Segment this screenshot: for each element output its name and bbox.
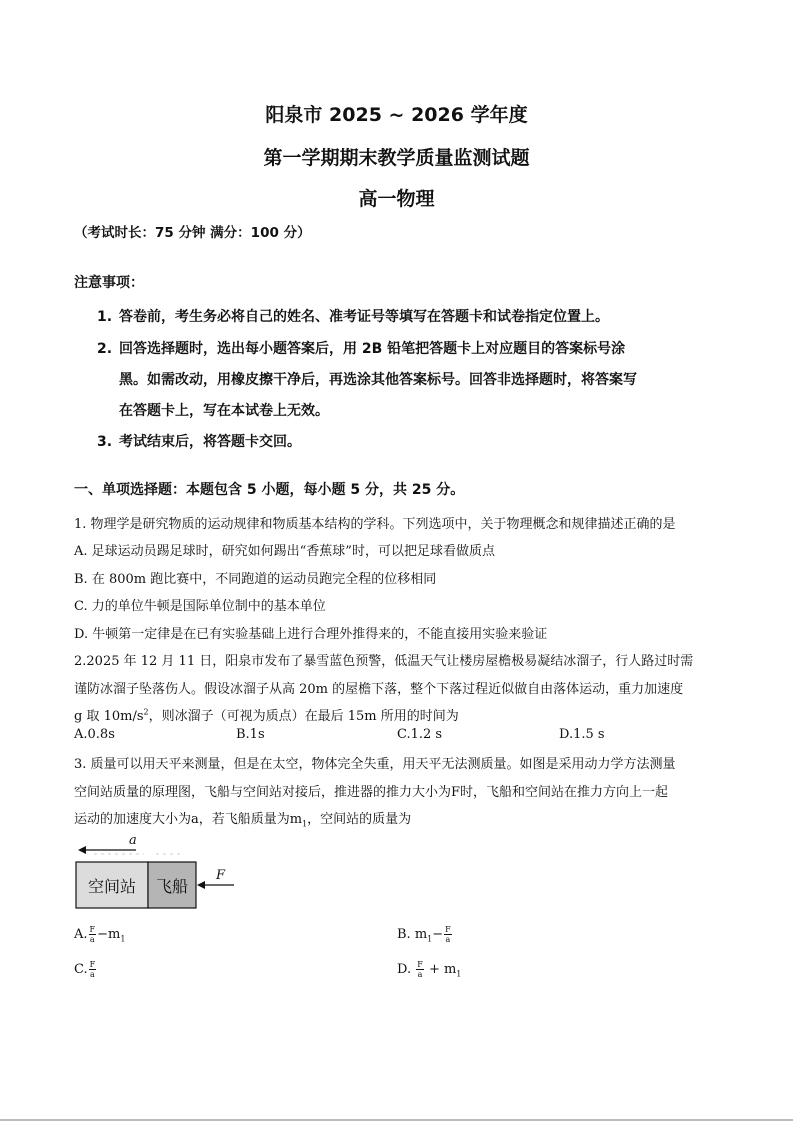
- note-text: 答卷前，考生务必将自己的姓名、准考证号等填写在答题卡和试卷指定位置上。: [119, 309, 609, 325]
- option-subscript: 1: [120, 934, 126, 944]
- question-1-option-d: D. 牛顿第一定律是在已有实验基础上进行合理外推得来的，不能直接用实验来验证: [74, 627, 548, 642]
- question-2-option-b: B.1s: [236, 727, 265, 742]
- force-arrowhead: [197, 881, 205, 889]
- q2-text: g 取 10m/s: [74, 709, 144, 724]
- note-text-cont: 黑。如需改动，用橡皮擦干净后，再选涂其他答案标号。回答非选择题时，将答案写: [119, 372, 637, 388]
- question-2-option-d: D.1.5 s: [559, 727, 605, 742]
- option-letter: D.: [397, 962, 412, 977]
- question-3-option-a: [74, 925, 125, 944]
- option-letter: C.: [74, 962, 88, 977]
- note-item: [97, 306, 609, 326]
- question-2-option-a: A.0.8s: [74, 727, 115, 742]
- numerator: F: [445, 925, 451, 934]
- page-bottom-rule: [0, 1119, 793, 1121]
- question-2-line3: [74, 705, 459, 724]
- exam-subject: 高一物理: [358, 188, 435, 210]
- note-text-cont: 在答题卡上，写在本试卷上无效。: [119, 403, 329, 419]
- option-term: m: [414, 927, 428, 942]
- question-3-option-b: [397, 925, 453, 944]
- fraction: [444, 925, 452, 944]
- question-1-stem: 1. 物理学是研究物质的运动规律和物质基本结构的学科。下列选项中，关于物理概念和规律描述正确的是: [74, 517, 676, 532]
- exam-title-line2: 第一学期期末教学质量监测试题: [263, 147, 530, 169]
- question-2-line2: 谨防冰溜子坠落伤人。假设冰溜子从高 20m 的屋檐下落，整个下落过程近似做自由落体运动，重力加速度: [74, 682, 684, 697]
- option-letter: A.: [74, 927, 88, 942]
- acceleration-label: a: [129, 833, 137, 848]
- option-term: −m: [97, 927, 121, 942]
- note-text: 回答选择题时，选出每小题答案后，用 2B 铅笔把答题卡上对应题目的答案标号涂: [119, 341, 626, 357]
- numerator: F: [89, 960, 96, 969]
- option-subscript: 1: [456, 969, 462, 979]
- question-3-option-c: [74, 960, 97, 979]
- ship-label: 飞船: [155, 877, 189, 896]
- question-3-line3: [74, 808, 411, 829]
- denominator: a: [417, 970, 423, 979]
- q3-text: ，空间站的质量为: [307, 812, 412, 827]
- station-ship-diagram: [74, 832, 244, 912]
- exam-title-line1: 阳泉市 2025 ~ 2026 学年度: [265, 104, 528, 126]
- question-1-option-a: A. 足球运动员踢足球时，研究如何踢出“香蕉球”时，可以把足球看做质点: [74, 544, 495, 559]
- question-1-option-c: C. 力的单位牛顿是国际单位制中的基本单位: [74, 599, 326, 614]
- denominator: a: [445, 935, 451, 944]
- option-term: + m: [428, 962, 457, 977]
- option-letter: B.: [397, 927, 411, 942]
- fraction: [416, 960, 424, 979]
- question-3-line1: 3. 质量可以用天平来测量，但是在太空，物体完全失重，用天平无法测质量。如图是采用动力学方法测量: [74, 757, 676, 772]
- acceleration-arrowhead: [78, 846, 86, 854]
- note-item: [97, 338, 625, 358]
- note-number: 3.: [97, 434, 113, 450]
- q3-text: 运动的加速度大小为a，若飞船质量为m: [74, 812, 303, 827]
- station-label: 空间站: [87, 877, 137, 896]
- fraction: [89, 960, 97, 979]
- q2-exponent: 2: [143, 707, 149, 717]
- force-label: F: [216, 868, 226, 883]
- question-3-line2: 空间站质量的原理图，飞船与空间站对接后，推进器的推力大小为F时，飞船和空间站在推力方向上一起: [74, 785, 669, 800]
- section-title: 一、单项选择题：本题包含 5 小题，每小题 5 分，共 25 分。: [74, 482, 465, 498]
- question-2-line1: 2.2025 年 12 月 11 日，阳泉市发布了暴雪蓝色预警，低温天气让楼房屋檐极易凝结冰溜子，行人路过时需: [74, 654, 694, 669]
- notes-title: 注意事项：: [74, 275, 144, 291]
- numerator: F: [417, 960, 423, 969]
- note-number: 2.: [97, 341, 113, 357]
- numerator: F: [89, 925, 96, 934]
- note-number: 1.: [97, 309, 113, 325]
- note-text: 考试结束后，将答题卡交回。: [119, 434, 301, 450]
- q2-text: ，则冰溜子（可视为质点）在最后 15m 所用的时间为: [148, 709, 459, 724]
- question-3-option-d: [397, 960, 461, 979]
- question-1-option-b: B. 在 800m 跑比赛中，不同跑道的运动员跑完全程的位移相同: [74, 572, 437, 587]
- q3-subscript: 1: [302, 819, 308, 829]
- fraction: [89, 925, 97, 944]
- exam-meta: （考试时长：75 分钟 满分：100 分）: [74, 225, 311, 241]
- denominator: a: [89, 935, 95, 944]
- note-item: [97, 431, 301, 451]
- option-subscript: 1: [427, 934, 433, 944]
- option-operator: −: [432, 927, 444, 942]
- denominator: a: [90, 970, 95, 979]
- question-2-option-c: C.1.2 s: [397, 727, 443, 742]
